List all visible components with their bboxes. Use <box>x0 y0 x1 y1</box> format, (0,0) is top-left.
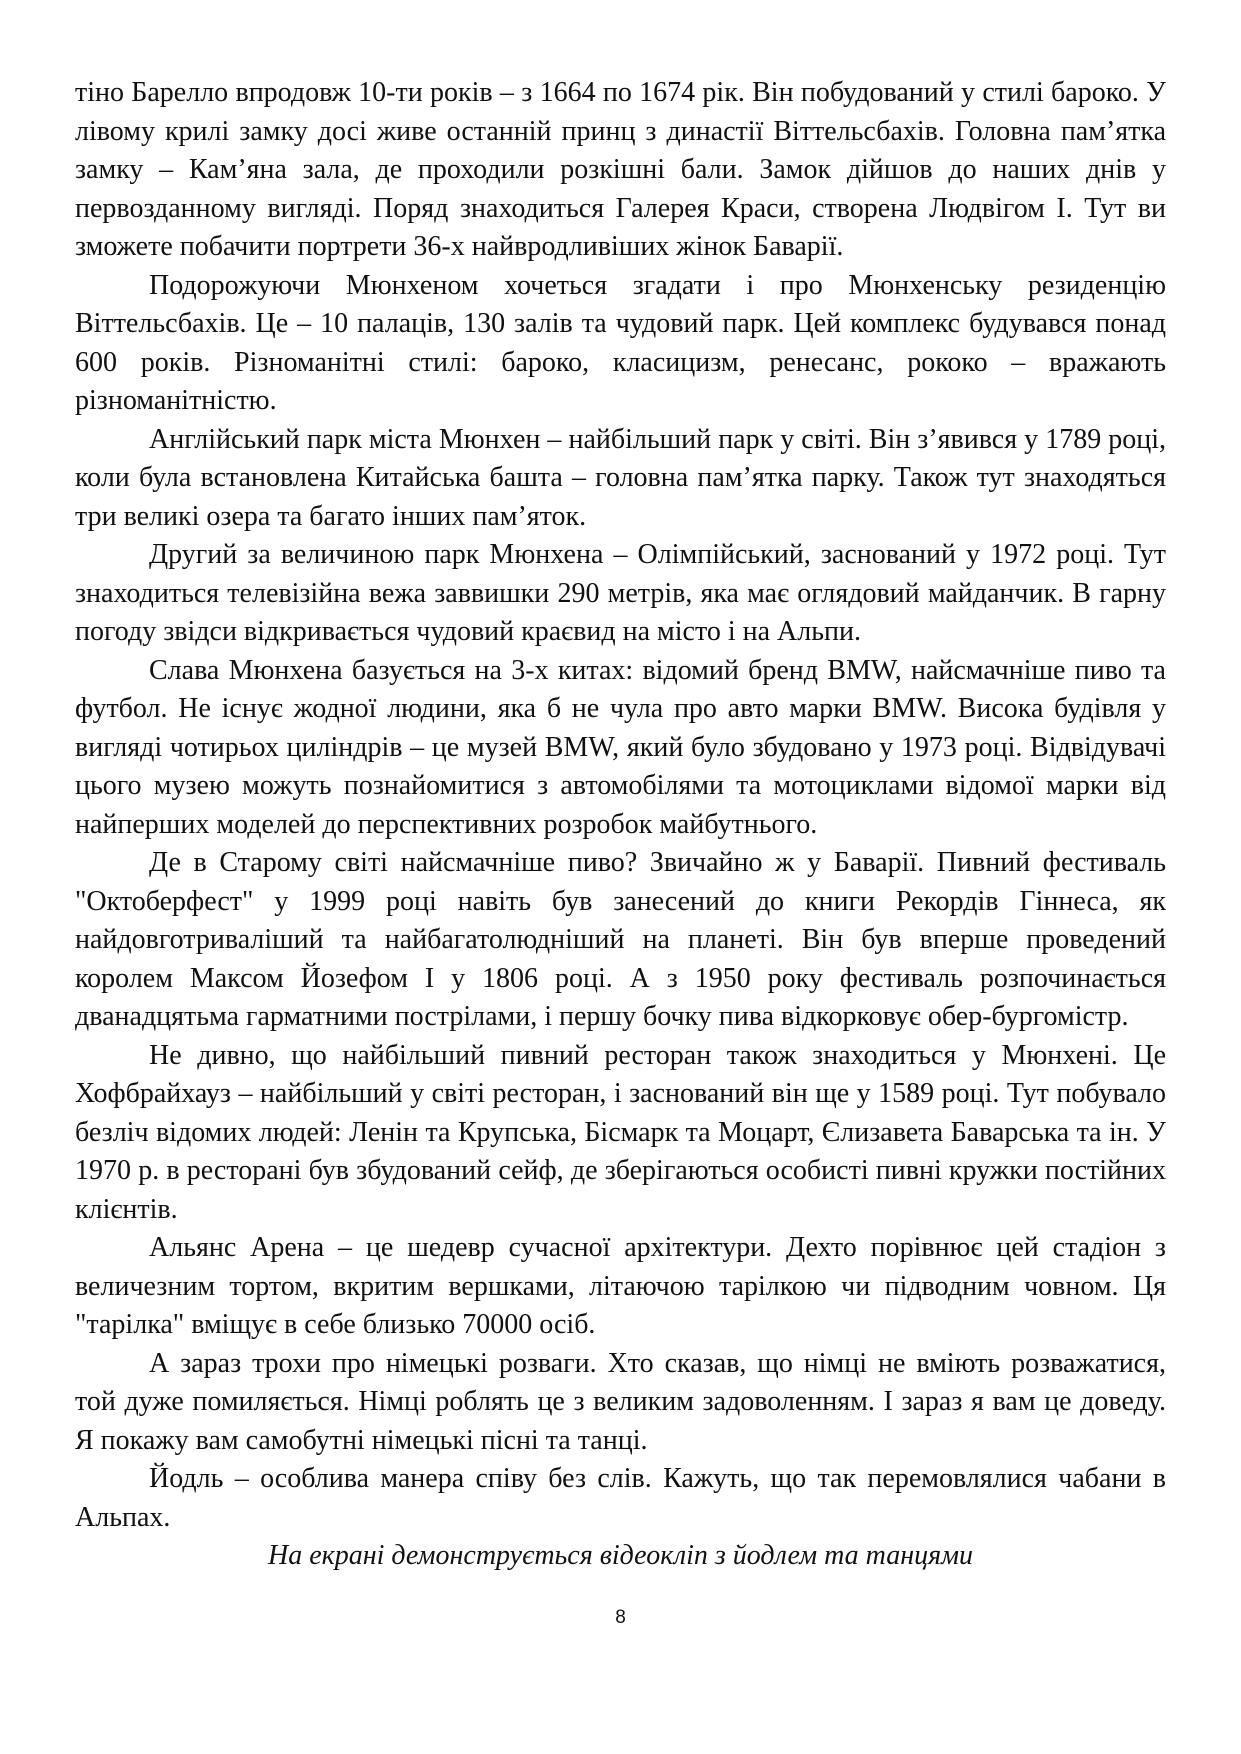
paragraph-olympic-park: Другий за величиною парк Мюнхена – Олімпійський, заснований у 1972 році. Тут знаходиться телевізійна вежа заввишки 290 метрів, яка має оглядовий майданчик. В гарну погоду звідси відкривається чудовий краєвид на місто і на Альпи. <box>75 539 1166 647</box>
paragraph-yodel: Йодль – особлива манера співу без слів. Кажуть, що так перемовлялися чабани в Альпах. <box>75 1463 1166 1533</box>
paragraph-allianz-arena: Альянс Арена – це шедевр сучасної архітектури. Дехто порівнює цей стадіон з величезним тортом, вкритим вершками, літаючою тарілкою чи підводним човном. Ця "тарілка" вміщує в себе близько 70000 осіб. <box>75 1232 1166 1340</box>
paragraph-oktoberfest: Де в Старому світі найсмачніше пиво? Звичайно ж у Баварії. Пивний фестиваль "Октоберфест" у 1999 році навіть був занесений до книги Рекордів Гіннеса, як найдовготриваліший та найбагатолюдніший на планеті. Він був вперше проведений королем Максом Йозефом І у 1806 році. А з 1950 року фестиваль розпочинається дванадцятьма гарматними пострілами, і першу бочку пива відкорковує обер-бургомістр. <box>75 847 1166 1032</box>
page-number: 8 <box>615 1607 626 1628</box>
body-text <box>75 74 1166 1576</box>
paragraph-hofbrauhaus: Не дивно, що найбільший пивний ресторан також знаходиться у Мюнхені. Це Хофбрайхауз – найбільший у світі ресторан, і заснований він ще у 1589 році. Тут побувало безліч відомих людей: Ленін та Крупська, Бісмарк та Моцарт, Єлизавета Баварська та ін. У 1970 р. в ресторані був збудований сейф, де зберігаються особисті пивні кружки постійних клієнтів. <box>75 1039 1166 1225</box>
stage-note: На екрані демонструється відеокліп з йодлем та танцями <box>267 1540 973 1571</box>
paragraph-english-garden: Англійський парк міста Мюнхен – найбільший парк у світі. Він з’явився у 1789 році, коли була встановлена Китайська башта – головна пам’ятка парку. Також тут знаходяться три великі озера та багато інших пам’яток. <box>75 423 1166 532</box>
paragraph-castle-continued: тіно Барелло впродовж 10-ти років – з 1664 по 1674 рік. Він побудований у стилі бароко. У лівому крилі замку досі живе останній принц з династії Віттельсбахів. Головна пам’ятка замку – Кам’яна зала, де проходили розкішні бали. Замок дійшов до наших днів у первозданному вигляді. Поряд знаходиться Галерея Краси, створена Людвігом І. Тут ви зможете побачити портрети 36-х найвродливіших жінок Баварії. <box>75 77 1166 262</box>
paragraph-entertainment: А зараз трохи про німецькі розваги. Хто сказав, що німці не вміють розважатися, той дуже помиляється. Німці роблять це з великим задоволенням. І зараз я вам це доведу. Я покажу вам самобутні німецькі пісні та танці. <box>75 1347 1166 1456</box>
paragraph-residence: Подорожуючи Мюнхеном хочеться згадати і про Мюнхенську резиденцію Віттельсбахів. Це – 10 палаців, 130 залів та чудовий парк. Цей комплекс будувався понад 600 років. Різноманітні стилі: бароко, класицизм, ренесанс, рококо – вражають різноманітністю. <box>75 269 1166 416</box>
paragraph-bmw: Слава Мюнхена базується на 3-х китах: відомий бренд BMW, найсмачніше пиво та футбол. Не існує жодної людини, яка б не чула про авто марки BMW. Висока будівля у вигляді чотирьох циліндрів – це музей BMW, який було збудовано у 1973 році. Відвідувачі цього музею можуть познайомитися з автомобілями та мотоциклами відомої марки від найперших моделей до перспективних розробок майбутнього. <box>75 654 1166 840</box>
